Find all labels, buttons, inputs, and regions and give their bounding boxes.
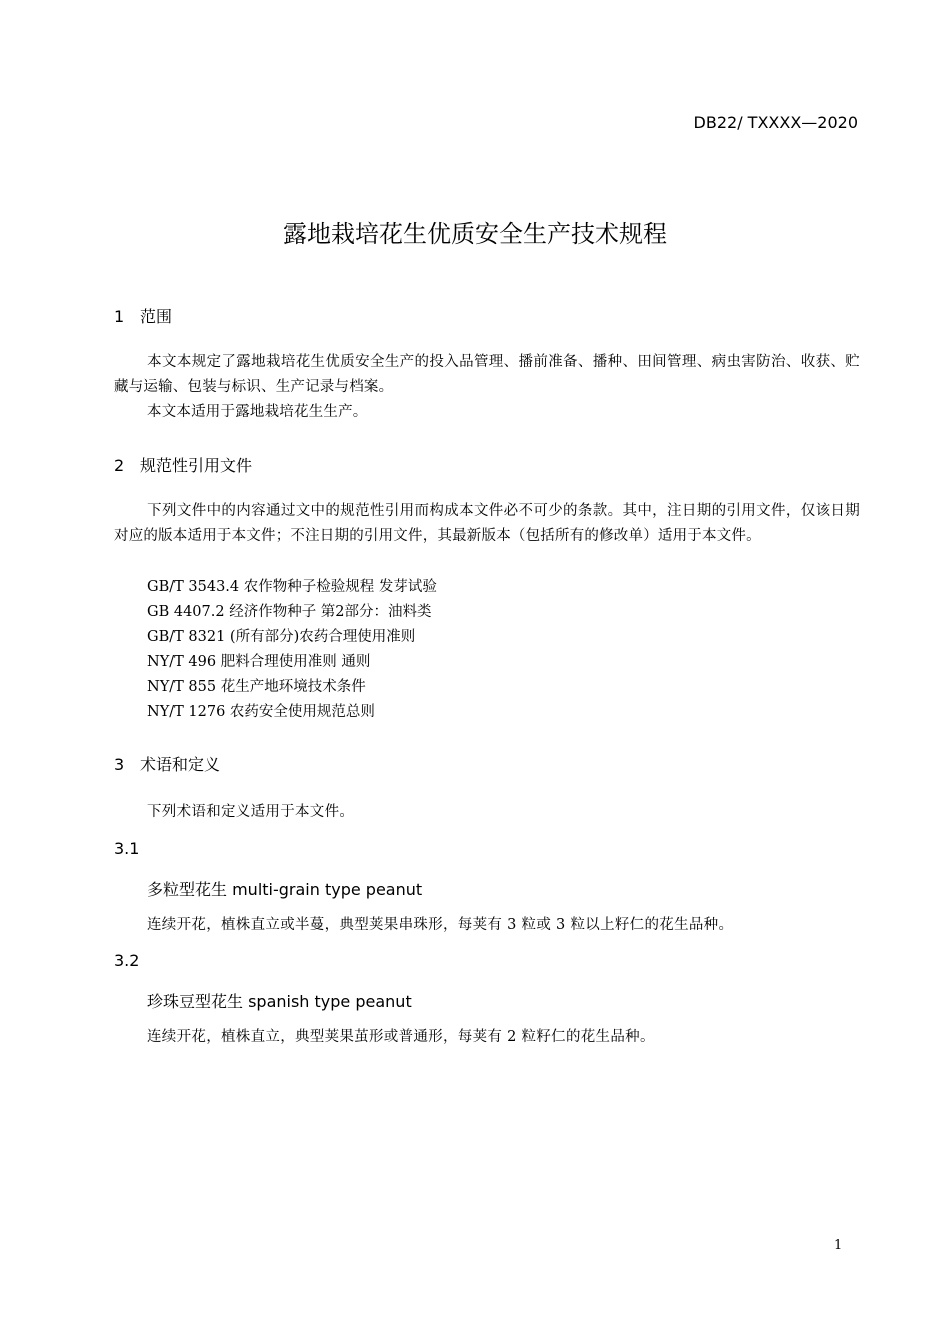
section-title: 术语和定义 <box>140 755 221 774</box>
scope-paragraph: 本文本规定了露地栽培花生优质安全生产的投入品管理、播前准备、播种、田间管理、病虫害防治、收获、贮藏与运输、包装与标识、生产记录与档案。 <box>114 354 860 395</box>
section-heading-normative-references <box>114 453 252 476</box>
reference-item: GB/T 3543.4 农作物种子检验规程 发芽试验 <box>147 579 437 595</box>
terms-intro-paragraph: 下列术语和定义适用于本文件。 <box>147 804 355 820</box>
reference-item: GB 4407.2 经济作物种子 第2部分：油料类 <box>147 604 432 620</box>
document-title: 露地栽培花生优质安全生产技术规程 <box>283 220 667 248</box>
reference-item: NY/T 496 肥料合理使用准则 通则 <box>147 654 371 670</box>
term-title: 珍珠豆型花生 spanish type peanut <box>147 992 412 1011</box>
section-heading-terms <box>114 752 220 775</box>
section-number: 3 <box>114 755 125 774</box>
reference-item: GB/T 8321 (所有部分)农药合理使用准则 <box>147 629 416 645</box>
section-number: 2 <box>114 456 125 475</box>
page-number: 1 <box>834 1238 843 1253</box>
term-number: 3.1 <box>114 839 140 858</box>
section-heading-scope <box>114 304 172 327</box>
reference-item: NY/T 855 花生产地环境技术条件 <box>147 679 366 695</box>
section-title: 规范性引用文件 <box>140 456 253 475</box>
reference-item: NY/T 1276 农药安全使用规范总则 <box>147 704 375 720</box>
section-title: 范围 <box>140 307 173 326</box>
section-number: 1 <box>114 307 125 326</box>
document-code: DB22/ TXXXX—2020 <box>693 113 858 132</box>
term-number: 3.2 <box>114 951 140 970</box>
references-intro-paragraph: 下列文件中的内容通过文中的规范性引用而构成本文件必不可少的条款。其中，注日期的引用文件，仅该日期对应的版本适用于本文件；不注日期的引用文件，其最新版本（包括所有的修改单）适用于本文件。 <box>114 503 860 544</box>
term-title: 多粒型花生 multi-grain type peanut <box>147 880 423 899</box>
term-definition: 连续开花，植株直立或半蔓，典型荚果串珠形，每荚有 3 粒或 3 粒以上籽仁的花生品种。 <box>147 917 734 933</box>
term-definition: 连续开花，植株直立，典型荚果茧形或普通形，每荚有 2 粒籽仁的花生品种。 <box>147 1029 655 1045</box>
scope-applicability-paragraph: 本文本适用于露地栽培花生生产。 <box>147 404 368 420</box>
